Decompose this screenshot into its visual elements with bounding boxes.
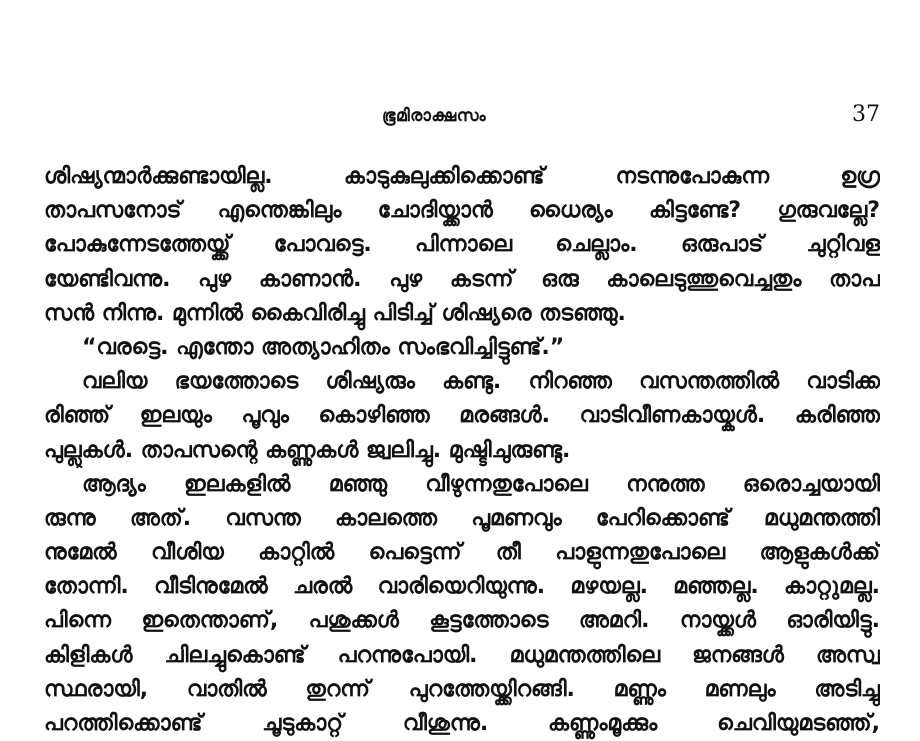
text-line: രുന്നു അത്. വസന്ത കാലത്തെ പൂമണവും പേറിക്കൊണ്ട് മധുമന്തത്തി: [44, 505, 880, 531]
text-line: പുല്ലുകൾ. താപസന്റെ കണ്ണുകൾ ജ്വലിച്ചു. മുഷ്ടിചുരുണ്ടു.: [44, 437, 571, 463]
text-line: രിഞ്ഞ് ഇലയും പൂവും കൊഴിഞ്ഞ മരങ്ങൾ. വാടിവീണകായ്കൾ. കരിഞ്ഞ: [44, 403, 880, 429]
text-line: സ്ഥരായി, വാതിൽ തുറന്ന് പുറത്തേയ്ക്കിറങ്ങി. മണ്ണും മണലും അടിച്ചു: [44, 676, 880, 702]
running-title: ഭൂമിരാക്ഷസം: [382, 106, 487, 126]
running-header: [0, 102, 920, 130]
text-line: തോന്നി. വീടിനുമേൽ ചരൽ വാരിയെറിയുന്നു. മഴയല്ല. മഞ്ഞല്ല. കാറ്റുമല്ല.: [44, 574, 880, 600]
body-text: [44, 160, 880, 741]
text-line: വലിയ ഭയത്തോടെ ശിഷ്യരും കണ്ടു. നിറഞ്ഞ വസന്തത്തിൽ വാടിക്ക: [82, 369, 880, 395]
text-line: കിളികൾ ചിലച്ചുകൊണ്ട് പറന്നുപോയി. മധുമന്തത്തിലെ ജനങ്ങൾ അസ്വ: [44, 642, 880, 668]
text-line: പോകുന്നേടത്തേയ്ക്ക് പോവട്ടെ. പിന്നാലെ ചെല്ലാം. ഒരുപാട് ചുറ്റിവള: [44, 232, 880, 258]
text-line: യേണ്ടിവന്നു. പുഴ കാണാൻ. പുഴ കടന്ന് ഒരു കാലെടുത്തുവെച്ചതും താപ: [44, 266, 880, 292]
text-line: ശിഷ്യന്മാർക്കുണ്ടായില്ല. കാടുകുലുക്കിക്കൊണ്ട് നടന്നുപോകുന്ന ഉഗ്ര: [44, 164, 880, 189]
text-line: ആദ്യം ഇലകളിൽ മഞ്ഞു വീഴുന്നതുപോലെ നനുത്ത ഒരൊച്ചയായി: [82, 471, 880, 497]
text-line: നുമേൽ വീശിയ കാറ്റിൽ പെട്ടെന്ന് തീ പാളുന്നതുപോലെ ആളുകൾക്ക്: [44, 540, 880, 566]
text-line: പിന്നെ ഇതെന്താണ്, പശുക്കൾ കൂട്ടത്തോടെ അമറി. നായ്ക്കൾ ഓരിയിട്ടു.: [44, 608, 880, 634]
text-line: പറത്തിക്കൊണ്ട് ചൂടുകാറ്റ് വീശുന്നു. കണ്ണുംമൂക്കും ചെവിയുമടഞ്ഞ്,: [44, 711, 880, 736]
text-line: സൻ നിന്നു. മുന്നിൽ കൈവിരിച്ചു പിടിച്ച് ശിഷ്യരെ തടഞ്ഞു.: [44, 300, 626, 326]
text-line: “വരട്ടെ. എന്തോ അത്യാഹിതം സംഭവിച്ചിട്ടുണ്ട്.”: [82, 334, 565, 360]
text-line: താപസനോട് എന്തെങ്കിലും ചോദിയ്ക്കാൻ ധൈര്യം കിട്ടണ്ടേ? ഗുരുവല്ലേ?: [44, 198, 880, 224]
page-number: 37: [852, 102, 880, 127]
